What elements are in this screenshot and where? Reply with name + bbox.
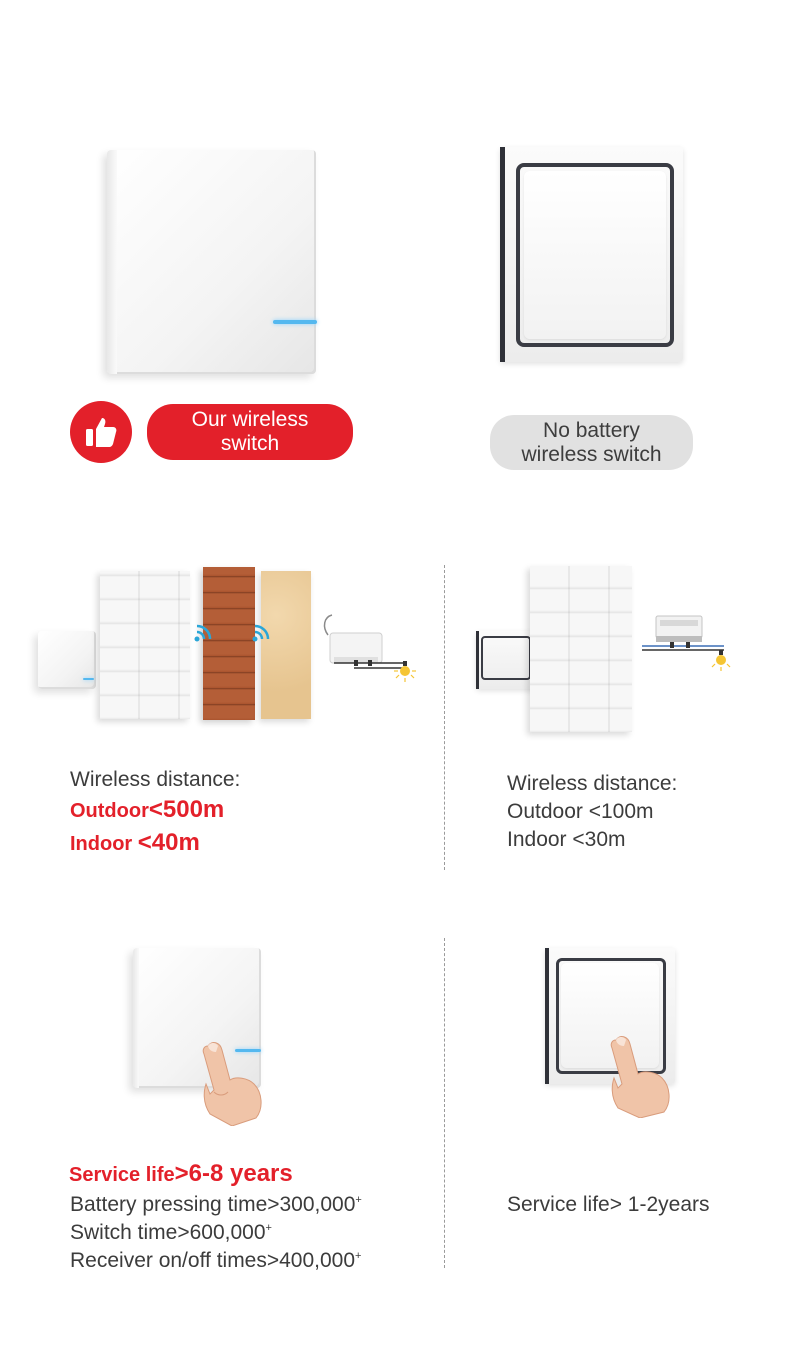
middle-divider [444,565,445,870]
pressed-switch-edge [133,948,139,1088]
hand-icon-right [606,1032,678,1118]
our-switch-label-line1: Our wireless [191,408,309,431]
no-battery-switch-image [500,147,683,362]
led-indicator [273,320,317,324]
wifi-signal-icon-2 [251,621,273,643]
thumbs-up-badge [70,401,132,463]
bottom-divider [444,938,445,1268]
right-distance-heading: Wireless distance: [507,772,678,795]
white-brick-wall [100,571,190,719]
sand-board-wall [261,571,311,719]
switch-edge [107,150,117,374]
rocker-button [524,171,666,339]
our-switch-label [147,404,353,460]
left-outdoor-distance [70,796,224,824]
switch-dark-edge [500,147,505,362]
no-battery-switch-label [490,415,693,470]
right-indoor-distance: Indoor <30m [507,828,626,851]
receiver-times-text: Receiver on/off times>400,000 [70,1249,356,1272]
battery-pressing-line [70,1193,362,1217]
left-indoor-prefix: Indoor [70,833,138,855]
switch-time-line [70,1221,272,1245]
small-led-indicator [83,678,94,680]
left-outdoor-value: <500m [148,796,225,823]
right-outdoor-distance: Outdoor <100m [507,800,654,823]
small-rocker-outline [481,636,531,680]
receiver-module-icon-right [640,612,740,688]
small-no-battery-switch [476,631,538,689]
receiver-module-icon [320,605,420,687]
thumbs-up-icon [84,415,118,449]
no-battery-label-line1: No battery [543,418,640,442]
wireless-switch-image [107,150,316,374]
service-life-value: >6-8 years [174,1160,293,1187]
battery-pressing-sup: + [355,1194,362,1206]
receiver-times-sup: + [355,1250,362,1262]
switch-time-text: Switch time>600,000 [70,1221,266,1244]
hand-icon [198,1036,270,1126]
pressed-switch-dark-edge [545,948,549,1084]
our-switch-label-line2: switch [220,432,280,455]
small-switch-dark-edge [476,631,479,689]
small-wireless-switch [38,631,96,689]
left-outdoor-prefix: Outdoor [70,800,149,822]
left-indoor-value: <40m [137,829,200,856]
battery-pressing-text: Battery pressing time>300,000 [70,1193,356,1216]
switch-time-sup: + [265,1222,272,1234]
red-brick-wall [203,567,255,720]
receiver-times-line [70,1249,361,1273]
no-battery-label-line2: wireless switch [521,442,662,466]
service-life-prefix: Service life [69,1164,175,1186]
left-distance-heading: Wireless distance: [70,768,241,791]
white-brick-wall-right [530,566,632,732]
right-service-life: Service life> 1-2years [507,1193,710,1216]
wifi-signal-icon [193,621,215,643]
left-indoor-distance [70,829,200,857]
left-service-life-title [69,1160,293,1188]
